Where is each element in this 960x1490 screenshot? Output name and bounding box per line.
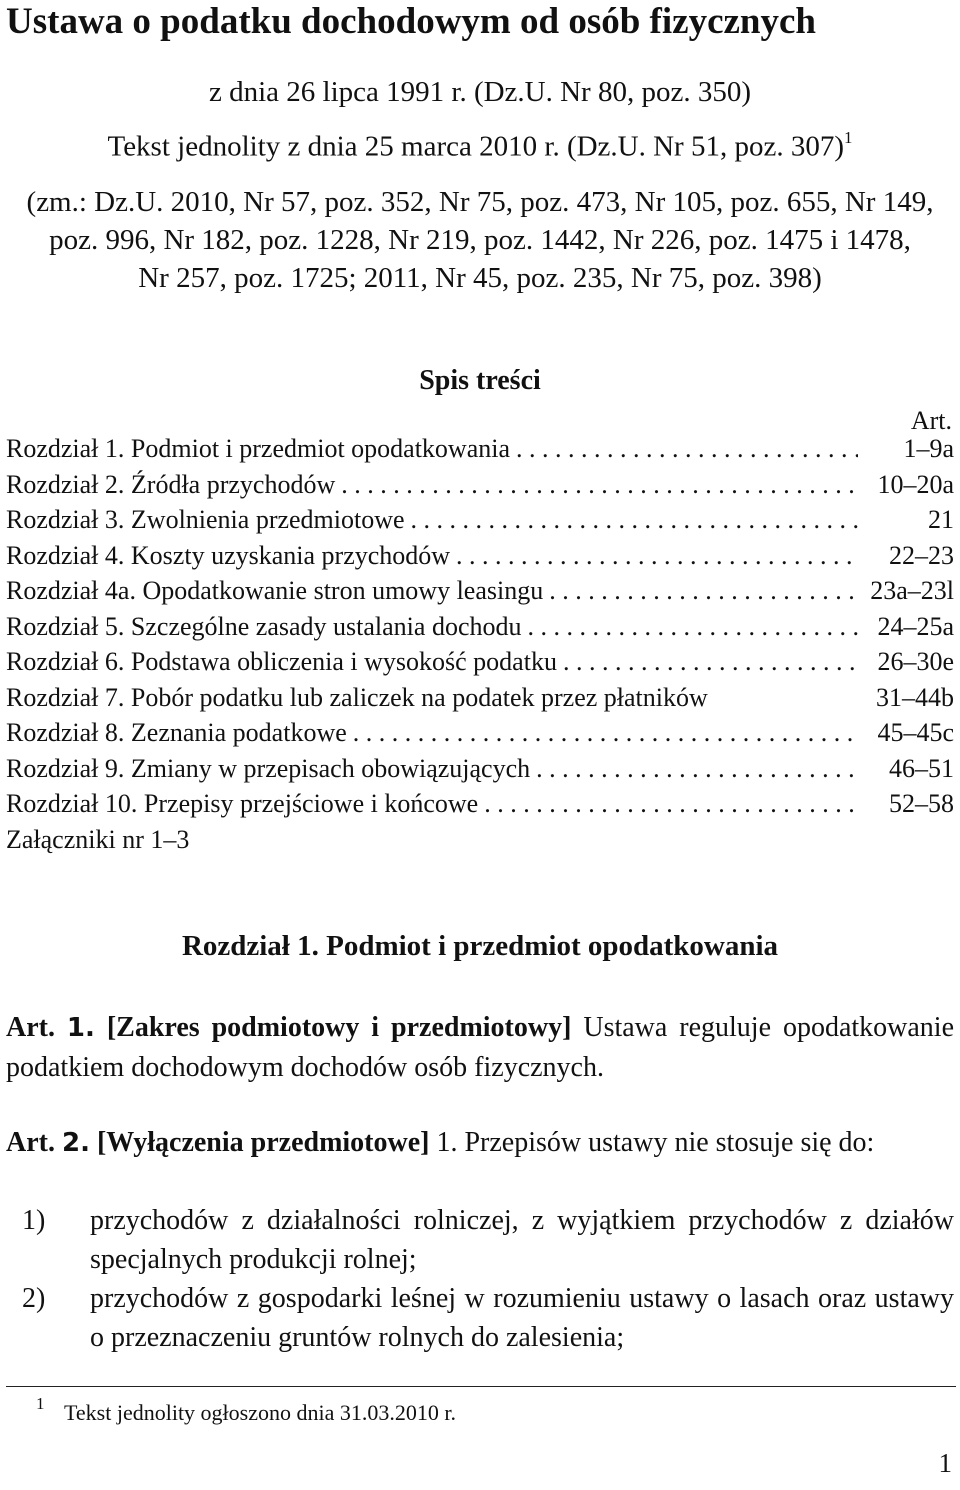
article-2-text: 1. Przepisów ustawy nie stosuje się do: (436, 1127, 875, 1158)
article-2-number: 2. (61, 1128, 90, 1158)
article-1-prefix: Art. (6, 1012, 55, 1043)
toc-entry-label: Rozdział 9. Zmiany w przepisach obowiązujących (6, 753, 531, 783)
toc-entry-articles: 10–20a (877, 469, 954, 499)
toc-entry-articles: 46–51 (889, 753, 954, 783)
toc-entry-label: Rozdział 3. Zwolnienia przedmiotowe (6, 505, 405, 534)
toc-leader-dots (347, 718, 858, 748)
toc-entry[interactable] (6, 612, 954, 648)
footnote-text: Tekst jednolity ogłoszono dnia 31.03.2010 r. (64, 1400, 456, 1425)
footnote (36, 1394, 456, 1426)
footnote-divider (6, 1386, 956, 1387)
toc-leader-dots (405, 505, 858, 535)
article-1-text: Ustawa reguluje opodatkowanie podatkiem dochodowym dochodów osób fizycznych. (6, 1012, 954, 1083)
amendments-line-2: poz. 996, Nr 182, poz. 1228, Nr 219, poz. 1442, Nr 226, poz. 1475 i 1478, (49, 224, 911, 256)
toc-entry[interactable] (6, 505, 954, 541)
article-2-title: [Wyłączenia przedmiotowe] (96, 1127, 430, 1158)
page-number: 1 (938, 1448, 952, 1478)
toc-entry-articles: 31–44b (876, 682, 954, 712)
toc-leader-dots (557, 647, 858, 677)
article-2 (6, 1123, 954, 1163)
amendments-line-1: (zm.: Dz.U. 2010, Nr 57, poz. 352, Nr 75, poz. 473, Nr 105, poz. 655, Nr 149, (26, 186, 934, 218)
date-line: z dnia 26 lipca 1991 r. (Dz.U. Nr 80, poz. 350) (208, 76, 751, 108)
list-item-text: przychodów z gospodarki leśnej w rozumieniu ustawy o lasach oraz ustawy o przeznaczeniu gruntów rolnych do zalesienia; (90, 1283, 954, 1353)
toc-leader-dots (543, 576, 858, 606)
toc-entry[interactable] (6, 470, 954, 506)
toc-entry-articles: 1–9a (903, 434, 954, 463)
toc-entry-label: Załączniki nr 1–3 (6, 824, 190, 854)
article-1 (6, 1008, 954, 1087)
toc-entry-label: Rozdział 6. Podstawa obliczenia i wysokość podatku (6, 647, 557, 676)
toc-entry[interactable] (6, 576, 954, 612)
toc-entry-label: Rozdział 5. Szczególne zasady ustalania dochodu (6, 611, 522, 641)
toc-entry-label: Rozdział 10. Przepisy przejściowe i końcowe (6, 789, 479, 818)
document-title: Ustawa o podatku dochodowym od osób fizycznych (6, 1, 816, 42)
toc-entry-label: Rozdział 1. Podmiot i przedmiot opodatkowania (6, 434, 511, 463)
toc-entry[interactable] (6, 789, 954, 825)
toc-entry[interactable] (6, 825, 954, 861)
toc-leader-dots (450, 541, 858, 571)
table-of-contents (6, 434, 954, 860)
toc-entry[interactable] (6, 541, 954, 577)
toc-entry[interactable] (6, 754, 954, 790)
toc-leader-dots (335, 470, 858, 500)
toc-entry-label: Rozdział 2. Źródła przychodów (6, 469, 336, 499)
article-2-prefix: Art. (6, 1127, 55, 1158)
toc-entry-articles: 24–25a (877, 611, 954, 641)
list-item-number: 1) (22, 1205, 46, 1236)
toc-entry-label: Rozdział 4a. Opodatkowanie stron umowy leasingu (6, 576, 544, 605)
chapter-heading: Rozdział 1. Podmiot i przedmiot opodatkowania (181, 930, 779, 962)
toc-entry-label: Rozdział 4. Koszty uzyskania przychodów (6, 540, 451, 570)
article-1-title: [Zakres podmiotowy i przedmiotowy] (106, 1012, 572, 1043)
amendments-line-3: Nr 257, poz. 1725; 2011, Nr 45, poz. 235, Nr 75, poz. 398) (138, 262, 822, 294)
toc-leader-dots (510, 434, 858, 464)
toc-entry-articles: 45–45c (877, 718, 954, 747)
toc-leader-dots (478, 789, 858, 819)
consolidated-line (0, 130, 960, 164)
toc-entry[interactable] (6, 434, 954, 470)
toc-art-header: Art. (910, 406, 952, 435)
toc-entry-label: Rozdział 8. Zeznania podatkowe (6, 718, 347, 747)
toc-entry[interactable] (6, 718, 954, 754)
toc-entry[interactable] (6, 647, 954, 683)
footnote-mark: 1 (36, 1394, 45, 1413)
list-item-number: 2) (22, 1283, 46, 1314)
toc-leader-dots (521, 612, 858, 642)
toc-entry[interactable] (6, 683, 954, 719)
list-item-text: przychodów z działalności rolniczej, z wyjątkiem przychodów z działów specjalnych produkcji rolnej; (90, 1205, 954, 1275)
toc-entry-articles: 22–23 (889, 540, 954, 570)
toc-leader-dots (530, 754, 858, 784)
article-1-number: 1. (66, 1013, 95, 1043)
consolidated-text: Tekst jednolity z dnia 25 marca 2010 r. (Dz.U. Nr 51, poz. 307) (107, 130, 844, 163)
toc-entry-articles: 26–30e (877, 647, 954, 676)
toc-entry-label: Rozdział 7. Pobór podatku lub zaliczek na podatek przez płatników (6, 682, 708, 712)
toc-entry-articles: 52–58 (889, 789, 954, 818)
toc-entry-articles: 21 (928, 505, 954, 534)
footnote-reference[interactable]: 1 (843, 128, 853, 147)
toc-heading: Spis treści (419, 365, 541, 396)
toc-entry-articles: 23a–23l (870, 576, 954, 605)
